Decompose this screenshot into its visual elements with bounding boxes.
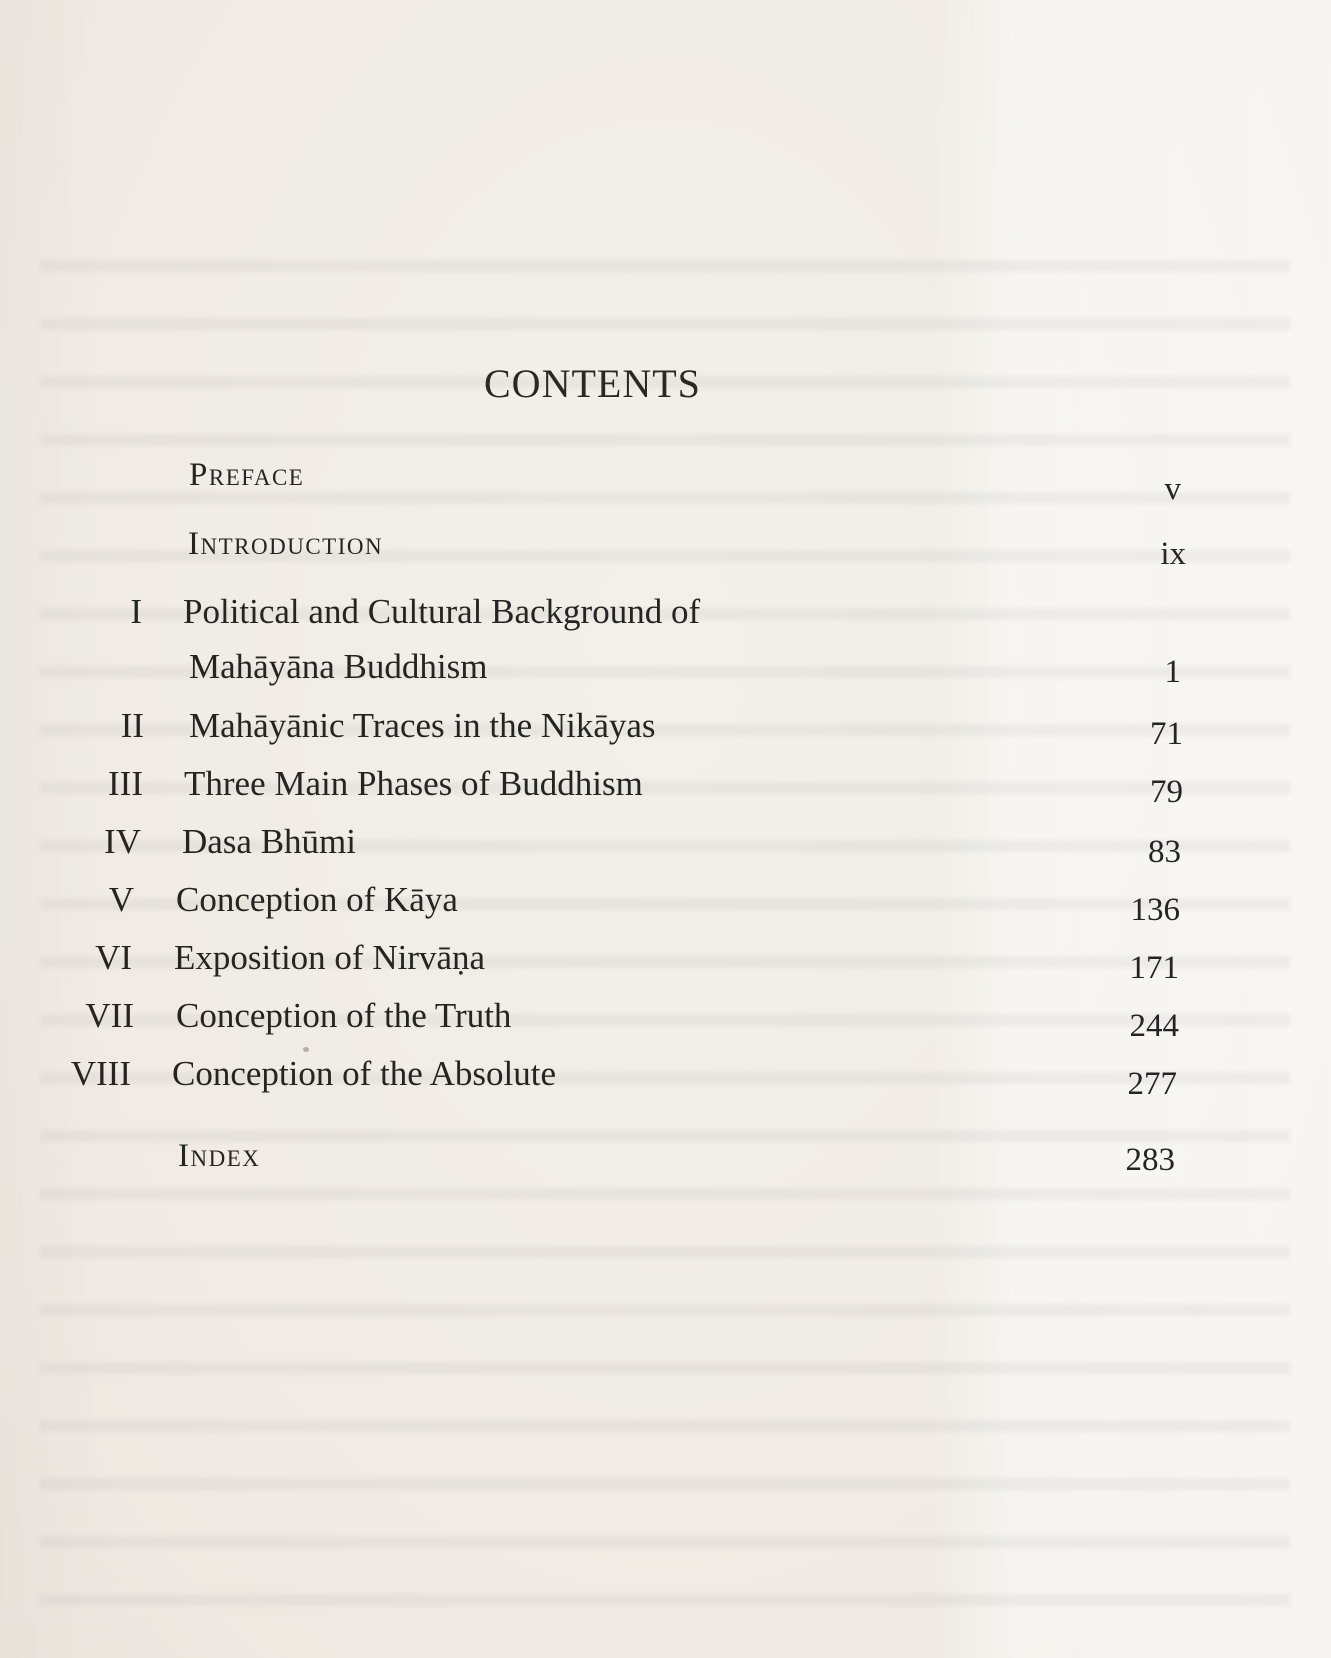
toc-entry-page: ix xyxy=(1160,536,1186,572)
toc-entry-page: 83 xyxy=(1148,834,1181,870)
toc-entry-label: Conception of the Absolute xyxy=(172,1054,556,1093)
toc-entry-page: 136 xyxy=(1130,892,1180,928)
toc-entry-label: Conception of the Truth xyxy=(176,996,512,1035)
toc-entry-label: Exposition of Nirvāṇa xyxy=(174,938,486,977)
toc-entry-page: 171 xyxy=(1129,950,1179,986)
chapter-numeral: VII xyxy=(85,996,134,1035)
toc-entry-label: Index xyxy=(178,1138,261,1174)
toc-entry-page: v xyxy=(1164,471,1181,507)
chapter-numeral: I xyxy=(130,592,142,631)
chapter-numeral: III xyxy=(108,764,143,803)
toc-entry-page: 79 xyxy=(1150,774,1183,810)
toc-entry-label: Three Main Phases of Buddhism xyxy=(184,764,643,803)
toc-entry-label: Conception of Kāya xyxy=(176,880,458,919)
toc-entry-label: Dasa Bhūmi xyxy=(182,822,357,861)
paper-speck xyxy=(303,1047,309,1052)
toc-entry-label: Introduction xyxy=(188,526,384,562)
toc-entry-label-continued: Mahāyāna Buddhism xyxy=(189,647,488,686)
chapter-numeral: VI xyxy=(95,938,132,977)
toc-entry-page: 244 xyxy=(1129,1008,1179,1044)
page-title: CONTENTS xyxy=(484,361,701,406)
chapter-numeral: V xyxy=(108,880,134,919)
chapter-numeral: II xyxy=(120,706,144,745)
toc-entry-label: Political and Cultural Background of xyxy=(183,592,701,631)
toc-entry-label: Preface xyxy=(189,457,305,493)
toc-entry-page: 1 xyxy=(1164,654,1181,690)
toc-entry-page: 283 xyxy=(1125,1142,1175,1178)
chapter-numeral: VIII xyxy=(70,1054,131,1093)
chapter-numeral: IV xyxy=(104,822,141,861)
toc-entry-page: 71 xyxy=(1150,716,1183,752)
toc-entry-label: Mahāyānic Traces in the Nikāyas xyxy=(189,706,656,745)
toc-entry-page: 277 xyxy=(1127,1066,1177,1102)
